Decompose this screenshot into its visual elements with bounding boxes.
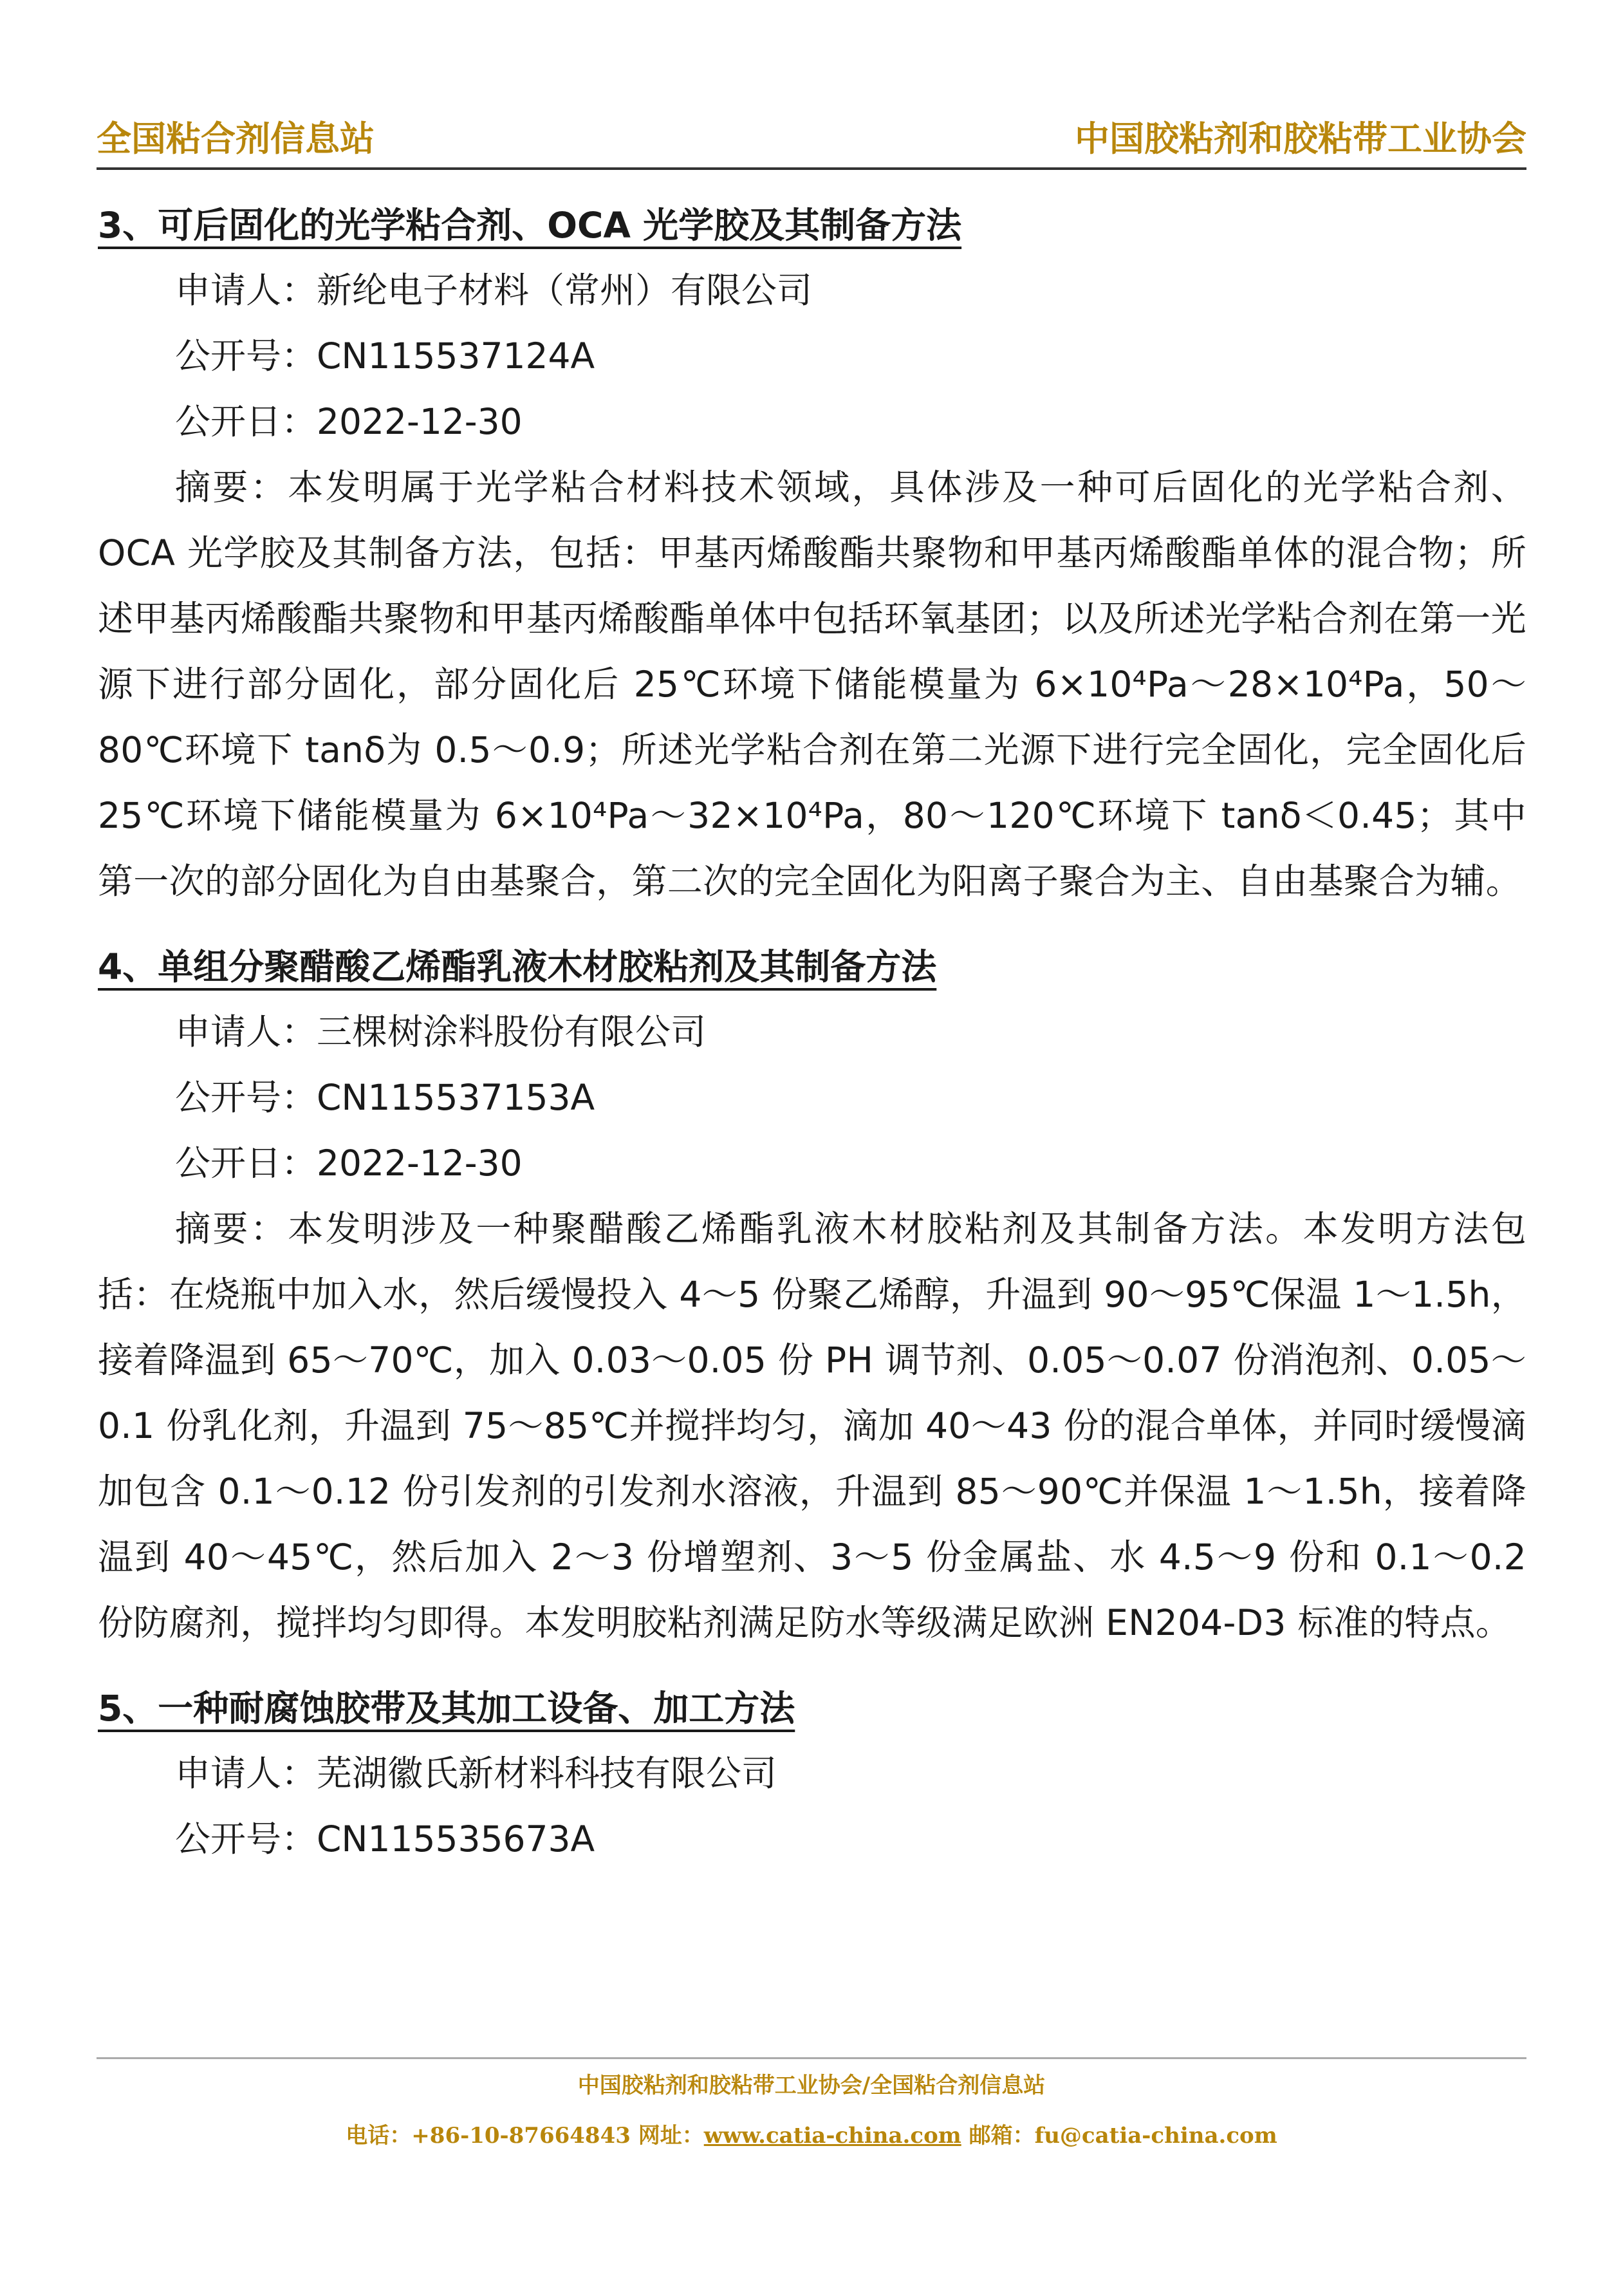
applicant: 申请人：新纶电子材料（常州）有限公司 xyxy=(175,270,813,311)
footer-contact xyxy=(0,2118,1623,2149)
header-left-title: 全国粘合剂信息站 xyxy=(97,118,375,159)
publication-date: 公开日：2022-12-30 xyxy=(175,1143,523,1184)
publication-date: 公开日：2022-12-30 xyxy=(175,401,523,442)
footer-phone: 电话：+86-10-87664843 网址： xyxy=(346,2123,704,2149)
applicant: 申请人：三棵树涂料股份有限公司 xyxy=(175,1011,707,1052)
publication-number: 公开号：CN115535673A xyxy=(175,1818,595,1860)
footer-organization: 中国胶粘剂和胶粘带工业协会/全国粘合剂信息站 xyxy=(577,2073,1046,2098)
applicant: 申请人：芜湖徽氏新材料科技有限公司 xyxy=(175,1753,777,1794)
section-title: 5、一种耐腐蚀胶带及其加工设备、加工方法 xyxy=(98,1688,795,1729)
patent-section xyxy=(98,935,1526,1656)
footer-website-link[interactable]: www.catia-china.com xyxy=(703,2123,961,2149)
header-right-title: 中国胶粘剂和胶粘带工业协会 xyxy=(1075,118,1526,159)
patent-section xyxy=(98,193,1526,914)
document-body xyxy=(98,193,1526,1892)
section-title: 4、单组分聚醋酸乙烯酯乳液木材胶粘剂及其制备方法 xyxy=(98,946,937,987)
footer-divider xyxy=(97,2057,1526,2059)
page-header xyxy=(97,116,1526,170)
publication-number: 公开号：CN115537124A xyxy=(175,335,595,377)
patent-section xyxy=(98,1676,1526,1872)
section-title: 3、可后固化的光学粘合剂、OCA 光学胶及其制备方法 xyxy=(98,205,962,246)
abstract: 摘要：本发明涉及一种聚醋酸乙烯酯乳液木材胶粘剂及其制备方法。本发明方法包括：在烧瓶中加入水，然后缓慢投入 4～5 份聚乙烯醇，升温到 90～95℃保温 1～1.5h，接着降温到 65～70℃，加入 0.03～0.05 份 PH 调节剂、0.05～0.07 份消泡剂、0.05～0.1 份乳化剂，升温到 75～85℃并搅拌均匀，滴加 40～43 份的混合单体，并同时缓慢滴加包含 0.1～0.12 份引发剂的引发剂水溶液，升温到 85～90℃并保温 1～1.5h，接着降温到 40～45℃，然后加入 2～3 份增塑剂、3～5 份金属盐、水 4.5～9 份和 0.1～0.2 份防腐剂，搅拌均匀即得。本发明胶粘剂满足防水等级满足欧洲 EN204-D3 标准的特点。 xyxy=(98,1208,1526,1643)
abstract: 摘要：本发明属于光学粘合材料技术领域，具体涉及一种可后固化的光学粘合剂、OCA 光学胶及其制备方法，包括：甲基丙烯酸酯共聚物和甲基丙烯酸酯单体的混合物；所述甲基丙烯酸酯共聚物和甲基丙烯酸酯单体中包括环氧基团；以及所述光学粘合剂在第一光源下进行部分固化，部分固化后 25℃环境下储能模量为 6×10⁴Pa～28×10⁴Pa，50～80℃环境下 tanδ为 0.5～0.9；所述光学粘合剂在第二光源下进行完全固化，完全固化后 25℃环境下储能模量为 6×10⁴Pa～32×10⁴Pa，80～120℃环境下 tanδ＜0.45；其中第一次的部分固化为自由基聚合，第二次的完全固化为阳离子聚合为主、自由基聚合为辅。 xyxy=(98,467,1526,902)
footer-email: 邮箱：fu@catia-china.com xyxy=(961,2123,1277,2149)
publication-number: 公开号：CN115537153A xyxy=(175,1077,595,1118)
